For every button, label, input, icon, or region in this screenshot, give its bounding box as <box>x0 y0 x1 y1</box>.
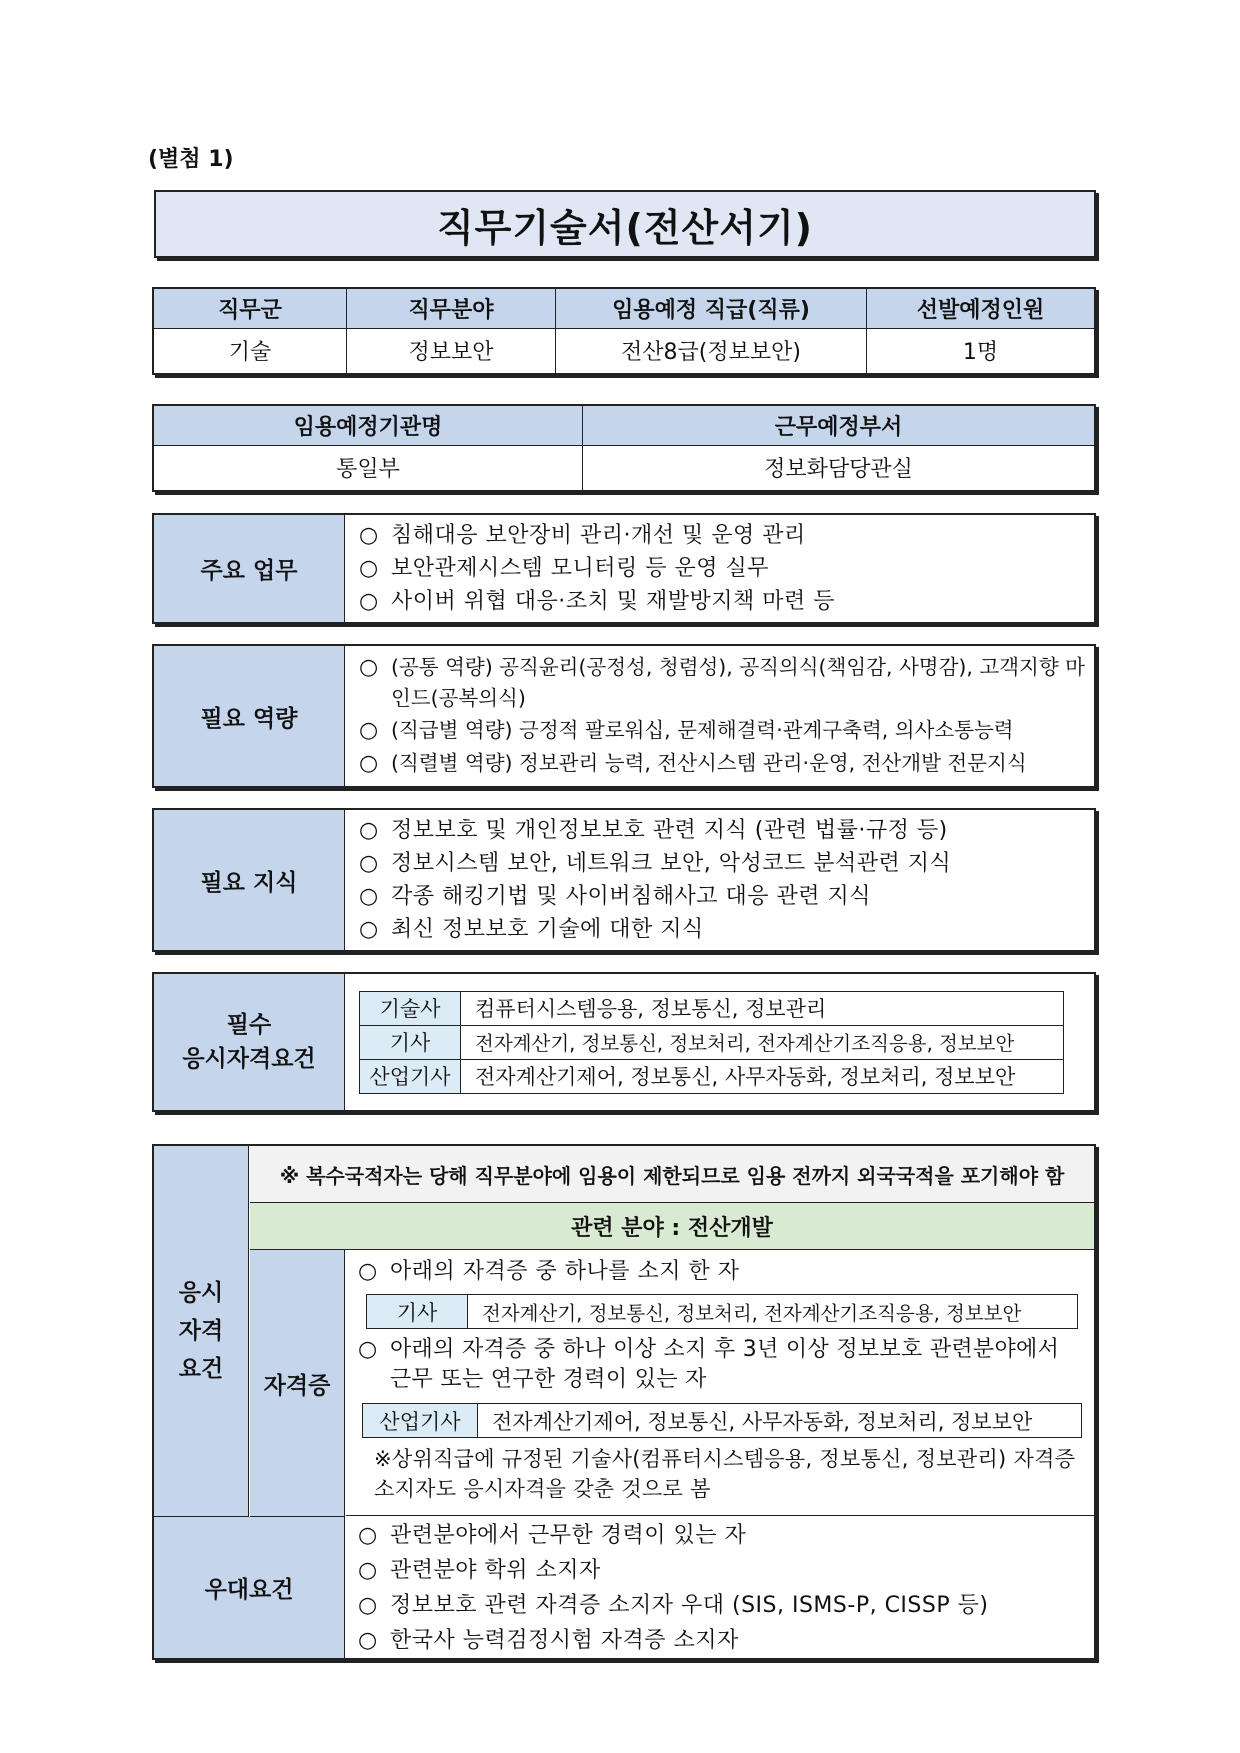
list-item: ○ 최신 정보보호 기술에 대한 지식 <box>359 913 1088 946</box>
circle-bullet-icon: ○ <box>359 884 379 909</box>
header-job-field: 직무분야 <box>347 288 556 328</box>
cert-box-engineer <box>366 1294 1078 1329</box>
preference-list <box>358 1518 1086 1658</box>
list-item: ○ 정보보호 및 개인정보보호 관련 지식 (관련 법률·규정 등) <box>359 814 1088 847</box>
preference-content <box>346 1517 1094 1658</box>
value-job-group: 기술 <box>153 328 347 374</box>
list-item: ○ 관련분야에서 근무한 경력이 있는 자 <box>358 1518 1086 1553</box>
table-row: 기술사 컴퓨터시스템응용, 정보통신, 정보관리 <box>360 991 1064 1025</box>
circle-bullet-icon: ○ <box>359 751 379 776</box>
circle-bullet-icon: ○ <box>359 655 379 680</box>
value-department: 정보화담당관실 <box>583 445 1096 491</box>
circle-bullet-icon: ○ <box>358 1337 378 1362</box>
circle-bullet-icon: ○ <box>359 851 379 876</box>
circle-bullet-icon: ○ <box>358 1628 378 1653</box>
list-item: ○ (공통 역량) 공직윤리(공정성, 청렴성), 공직의식(책임감, 사명감), 고객지향 마인드(공복의식) <box>359 652 1088 714</box>
knowledge-section <box>152 808 1096 952</box>
list-item: ○ 침해대응 보안장비 관리·개선 및 운영 관리 <box>359 519 1094 552</box>
list-item: ○ 사이버 위협 대응·조치 및 재발방지책 마련 등 <box>359 585 1094 618</box>
related-field-banner: 관련 분야 : 전산개발 <box>250 1203 1094 1250</box>
knowledge-list <box>359 814 1088 946</box>
duties-label: 주요 업무 <box>153 514 345 623</box>
dual-nationality-notice: ※ 복수국적자는 당해 직무분야에 임용이 제한되므로 임용 전까지 외국국적을 포기해야 함 <box>250 1146 1094 1203</box>
value-grade: 전산8급(정보보안) <box>556 328 867 374</box>
list-item: ○ 한국사 능력검정시험 자격증 소지자 <box>358 1623 1086 1658</box>
agency-table <box>152 404 1096 492</box>
circle-bullet-icon: ○ <box>359 556 379 581</box>
cert-box-industrial-engineer <box>362 1403 1082 1438</box>
header-job-group: 직무군 <box>153 288 347 328</box>
eligibility-label: 응시 자격 요건 <box>154 1146 249 1517</box>
value-job-field: 정보보안 <box>347 328 556 374</box>
list-item: ○ 아래의 자격증 중 하나를 소지 한 자 <box>358 1256 1086 1288</box>
eligibility-section <box>152 1144 1096 1660</box>
header-department: 근무예정부서 <box>583 405 1096 445</box>
list-item: ○ 정보시스템 보안, 네트워크 보안, 악성코드 분석관련 지식 <box>359 847 1088 880</box>
circle-bullet-icon: ○ <box>359 818 379 843</box>
list-item: ○ (직렬별 역량) 정보관리 능력, 전산시스템 관리·운영, 전산개발 전문지식 <box>359 747 1088 780</box>
table-row: 기사 전자계산기, 정보통신, 정보처리, 전자계산기조직응용, 정보보안 <box>360 1025 1064 1059</box>
position-table <box>152 287 1096 375</box>
required-cert-table <box>359 991 1064 1094</box>
competency-section <box>152 644 1096 788</box>
required-cert-section <box>152 972 1096 1112</box>
list-item: ○ 보안관제시스템 모니터링 등 운영 실무 <box>359 552 1094 585</box>
circle-bullet-icon: ○ <box>359 917 379 942</box>
page-title: 직무기술서(전산서기) <box>436 205 814 250</box>
circle-bullet-icon: ○ <box>359 589 379 614</box>
cert-note: ※상위직급에 규정된 기술사(컴퓨터시스템응용, 정보통신, 정보관리) 자격증 소지자도 응시자격을 갖춘 것으로 봄 <box>374 1447 1076 1501</box>
circle-bullet-icon: ○ <box>358 1593 378 1618</box>
circle-bullet-icon: ○ <box>359 523 379 548</box>
required-cert-label: 필수 응시자격요건 <box>153 973 345 1111</box>
header-agency: 임용예정기관명 <box>153 405 583 445</box>
table-row: 기사 전자계산기, 정보통신, 정보처리, 전자계산기조직응용, 정보보안 <box>367 1295 1078 1329</box>
circle-bullet-icon: ○ <box>358 1523 378 1548</box>
table-row: 산업기사 전자계산기제어, 정보통신, 사무자동화, 정보처리, 정보보안 <box>360 1059 1064 1093</box>
circle-bullet-icon: ○ <box>358 1259 378 1284</box>
attachment-label: (별첨 1) <box>148 147 234 172</box>
list-item: ○ 관련분야 학위 소지자 <box>358 1553 1086 1588</box>
list-item: ○ 아래의 자격증 중 하나 이상 소지 후 3년 이상 정보보호 관련분야에서 근무 또는 연구한 경력이 있는 자 <box>358 1337 1060 1392</box>
circle-bullet-icon: ○ <box>359 718 379 743</box>
value-headcount: 1명 <box>867 328 1096 374</box>
value-agency: 통일부 <box>153 445 583 491</box>
preference-label: 우대요건 <box>154 1517 345 1658</box>
knowledge-label: 필요 지식 <box>153 809 345 951</box>
competency-label: 필요 역량 <box>153 645 345 787</box>
header-grade: 임용예정 직급(직류) <box>556 288 867 328</box>
duties-list <box>359 519 1094 618</box>
circle-bullet-icon: ○ <box>358 1558 378 1583</box>
header-headcount: 선발예정인원 <box>867 288 1096 328</box>
competency-list <box>359 652 1088 780</box>
title-box <box>154 190 1096 258</box>
cert-label: 자격증 <box>250 1250 345 1517</box>
list-item: ○ 정보보호 관련 자격증 소지자 우대 (SIS, ISMS-P, CISSP 등) <box>358 1588 1086 1623</box>
list-item: ○ 각종 해킹기법 및 사이버침해사고 대응 관련 지식 <box>359 880 1088 913</box>
table-row: 산업기사 전자계산기제어, 정보통신, 사무자동화, 정보처리, 정보보안 <box>363 1404 1082 1438</box>
duties-section <box>152 513 1096 624</box>
cert-content <box>346 1250 1094 1516</box>
list-item: ○ (직급별 역량) 긍정적 팔로워십, 문제해결력·관계구축력, 의사소통능력 <box>359 714 1088 747</box>
